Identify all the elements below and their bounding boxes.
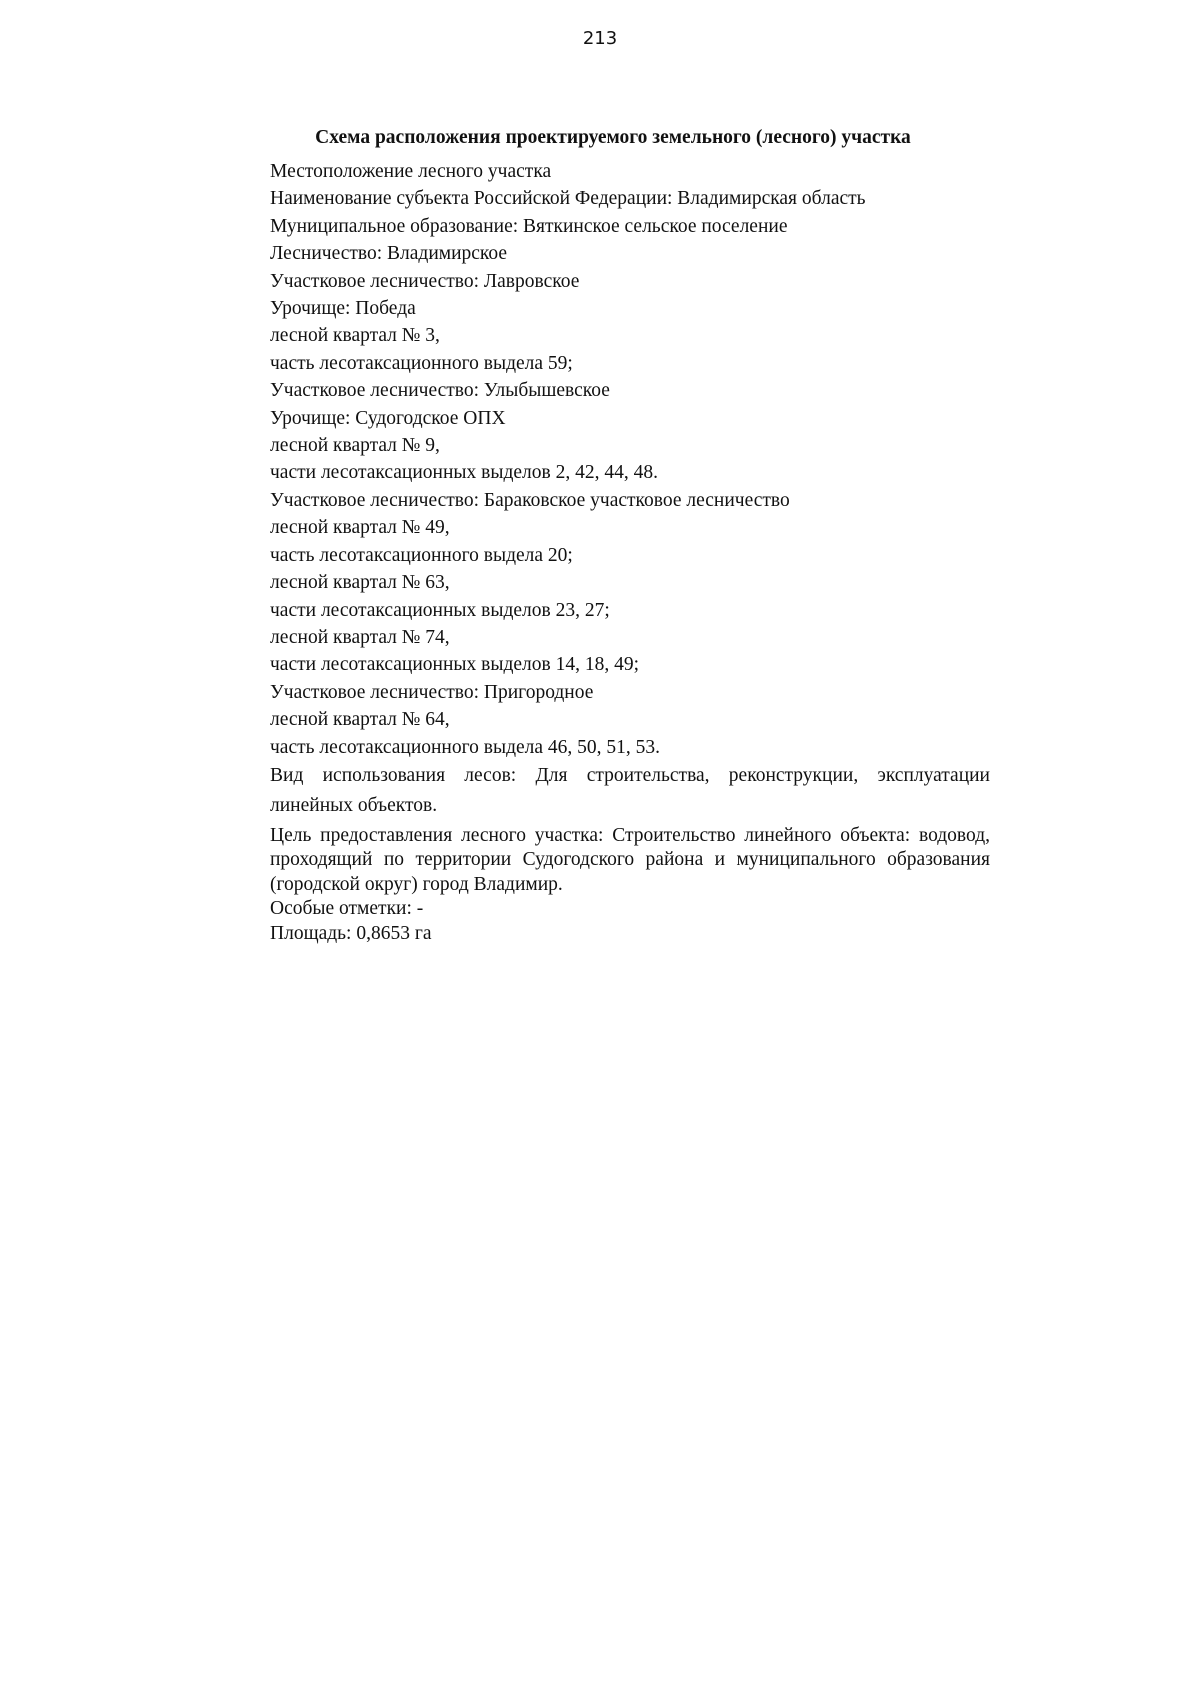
allotment-line: часть лесотаксационного выдела 59; [270,352,573,374]
allotment-line: части лесотаксационных выделов 23, 27; [270,599,610,621]
allotment-line: части лесотаксационных выделов 2, 42, 44, 48. [270,462,658,484]
quarter-line: лесной квартал № 3, [270,325,440,347]
district-forestry-line: Участковое лесничество: Бараковское участковое лесничество [270,489,790,511]
allotment-line: часть лесотаксационного выдела 46, 50, 51, 53. [270,736,661,758]
quarter-line: лесной квартал № 63, [270,572,450,594]
allotment-line: часть лесотаксационного выдела 20; [270,544,573,566]
tract-line: Урочище: Победа [270,298,416,320]
subject-line: Наименование субъекта Российской Федерации: Владимирская область [270,188,866,210]
location-heading: Местоположение лесного участка [270,161,552,182]
document-title: Схема расположения проектируемого земельного (лесного) участка [315,127,911,148]
quarter-line: лесной квартал № 74, [270,626,450,648]
purpose-paragraph: Цель предоставления лесного участка: Строительство линейного объекта: водовод, проходящий по территории Судогодского района и муниципального образования (городской округ) город Владимир. [270,824,990,895]
document-body [270,158,990,946]
area-line: Площадь: 0,8653 га [270,922,432,944]
district-forestry-line: Участковое лесничество: Лавровское [270,270,580,292]
page-number: 213 [582,28,618,49]
district-forestry-line: Участковое лесничество: Улыбышевское [270,380,610,402]
special-notes-line: Особые отметки: - [270,898,424,920]
forest-use-paragraph: Вид использования лесов: Для строительства, реконструкции, эксплуатации линейных объектов. [270,764,990,816]
quarter-line: лесной квартал № 64, [270,709,450,731]
district-forestry-line: Участковое лесничество: Пригородное [270,681,594,703]
allotment-line: части лесотаксационных выделов 14, 18, 49; [270,654,640,676]
municipality-line: Муниципальное образование: Вяткинское сельское поселение [270,215,788,237]
forestry-line: Лесничество: Владимирское [270,243,508,265]
quarter-line: лесной квартал № 49, [270,517,450,539]
tract-line: Урочище: Судогодское ОПХ [270,407,506,429]
quarter-line: лесной квартал № 9, [270,435,440,457]
